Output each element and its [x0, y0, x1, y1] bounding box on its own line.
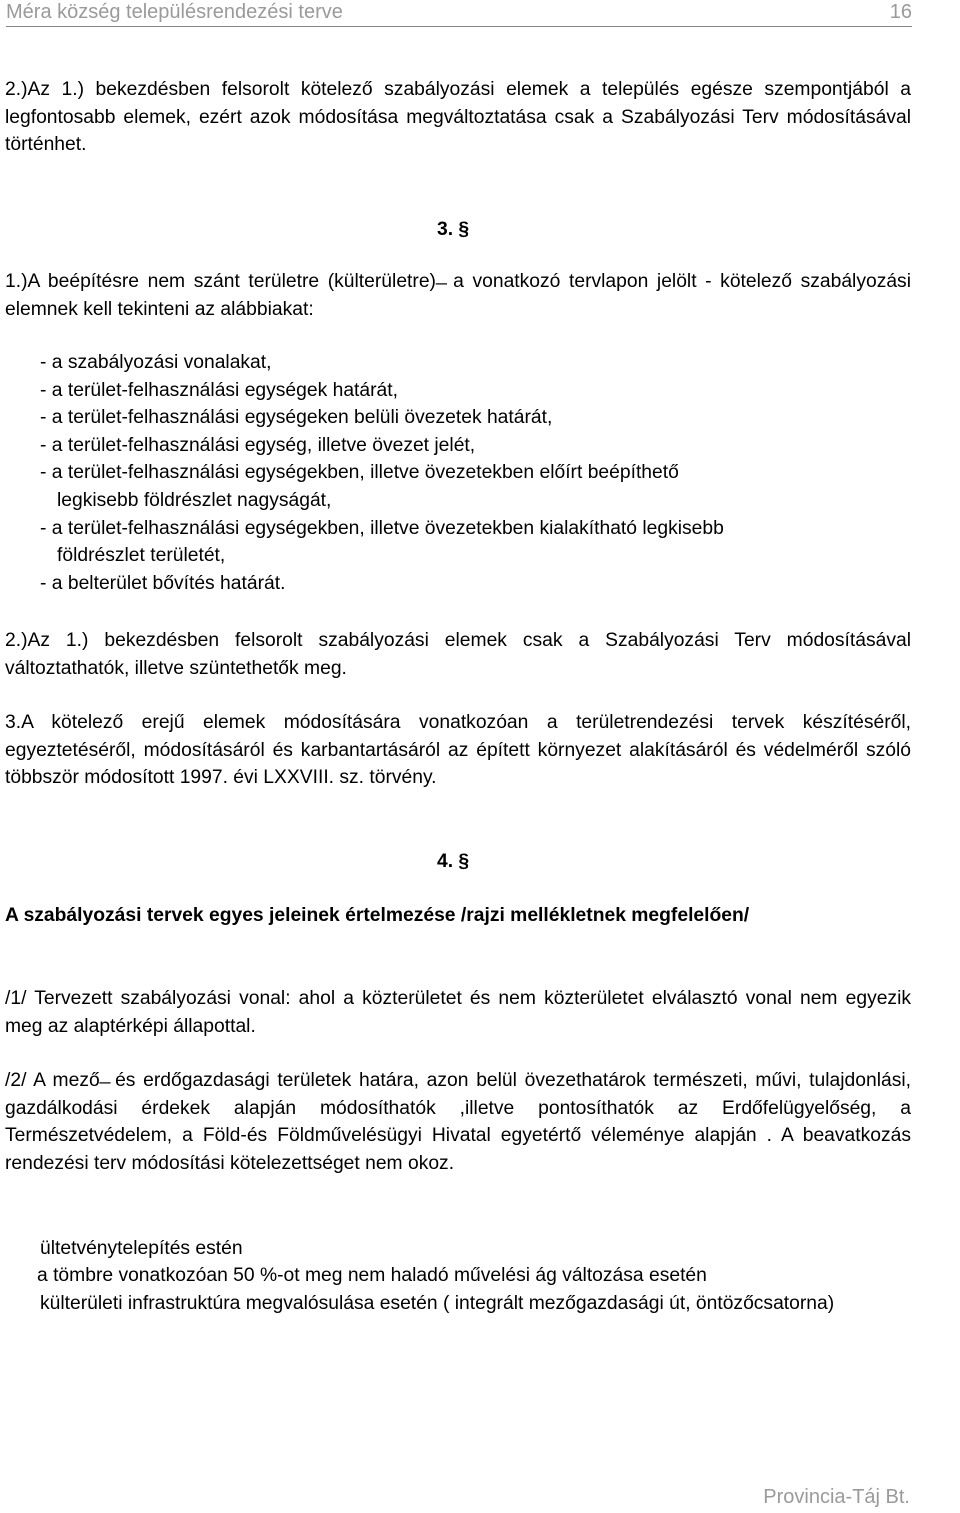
list-item: - a terület-felhasználási egységeken belüli övezetek határát, — [40, 407, 553, 429]
section-3-paragraph-2: 2.)Az 1.) bekezdésben felsorolt szabályozási elemek csak a Szabályozási Terv módosításával változtathatók, illetve szüntethetők meg. — [5, 630, 911, 679]
page-footer: Provincia-Táj Bt. — [763, 1486, 910, 1508]
section-3-heading: 3. § — [437, 219, 470, 240]
condition-cultivation-change: a tömbre vonatkozóan 50 %-ot meg nem haladó művelési ág változása esetén — [37, 1265, 707, 1286]
document-title: Méra község településrendezési terve — [6, 1, 343, 23]
section-3-paragraph-3: 3.A kötelező erejű elemek módosítására vonatkozóan a területrendezési tervek készítéséről, egyeztetéséről, módosításáról és karbantartásáról az épített környezet alakításáról és védelméről szóló többször módosított 1997. évi LXXVIII. sz. törvény. — [5, 712, 911, 789]
paragraph-intro: 2.)Az 1.) bekezdésben felsorolt kötelező szabályozási elemek a település egésze szempontjából a legfontosabb elemek, ezért azok módosítása megváltoztatása csak a Szabályozási Terv módosításával történhet. — [5, 79, 911, 156]
page-header — [6, 0, 912, 27]
list-item: - a terület-felhasználási egységekben, illetve övezetekben előírt beépíthető — [40, 462, 679, 484]
condition-infrastructure: külterületi infrastruktúra megvalósulása esetén ( integrált mezőgazdasági út, öntözőcsatorna) — [40, 1293, 835, 1314]
list-item: - a terület-felhasználási egységekben, illetve övezetekben kialakítható legkisebb — [40, 517, 724, 539]
list-item: földrészlet területét, — [57, 545, 226, 567]
list-item: - a szabályozási vonalakat, — [40, 352, 272, 373]
page-number: 16 — [889, 1, 912, 23]
section-3-paragraph-1: 1.)A beépítésre nem szánt területre (külterületre) ̶ a vonatkozó tervlapon jelölt - kötelező szabályozási elemnek kell tekinteni az alábbiakat: — [5, 271, 911, 320]
section-4-paragraph-2: /2/ A mező ̶ és erdőgazdasági területek határa, azon belül övezethatárok természeti, művi, tulajdonlási, gazdálkodási érdekek alapján módosíthatók ,illetve pontosíthatók az Erdőfelügyelőség, a Természetvédelem, a Föld-és Földművelésügyi Hivatal egyetértő véleménye alapján . A beavatkozás rendezési terv módosítási kötelezettséget nem okoz. — [5, 1070, 911, 1174]
list-item: legkisebb földrészlet nagyságát, — [57, 489, 332, 511]
section-4-paragraph-1: /1/ Tervezett szabályozási vonal: ahol a közterületet és nem közterületet elválasztó vonal nem egyezik meg az alaptérképi állapottal. — [5, 988, 911, 1037]
list-item: - a terület-felhasználási egység, illetve övezet jelét, — [40, 434, 476, 456]
list-item: - a belterület bővítés határát. — [40, 572, 286, 594]
list-item: - a terület-felhasználási egységek határát, — [40, 379, 398, 401]
section-4-title: A szabályozási tervek egyes jeleinek értelmezése /rajzi mellékletnek megfelelően/ — [5, 905, 750, 926]
section-4-heading: 4. § — [437, 851, 470, 872]
condition-plantation: ültetvénytelepítés estén — [40, 1238, 243, 1259]
regulation-elements-list — [40, 349, 920, 597]
